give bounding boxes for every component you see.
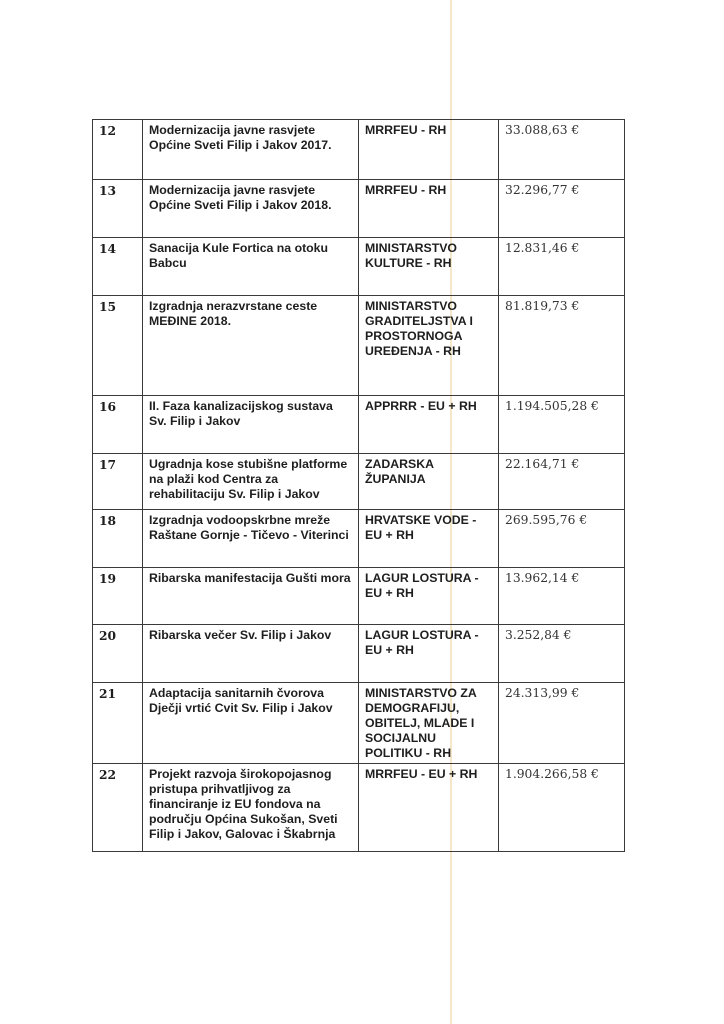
project-name: Projekt razvoja širokopojasnog pristupa prihvatljivog za financiranje iz EU fondova na području Općina Sukošan, Sveti Filip i Jakov, Galovac i Škabrnja	[143, 764, 359, 852]
project-amount: 12.831,46 €	[499, 238, 625, 296]
table-row	[93, 396, 625, 454]
funding-source: MINISTARSTVO GRADITELJSTVA I PROSTORNOGA UREĐENJA - RH	[359, 296, 499, 396]
table-row	[93, 625, 625, 683]
project-name: Ugradnja kose stubišne platforme na plaži kod Centra za rehabilitaciju Sv. Filip i Jakov	[143, 454, 359, 510]
row-number: 19	[93, 568, 143, 625]
project-amount: 24.313,99 €	[499, 683, 625, 764]
row-number: 12	[93, 120, 143, 180]
funding-source: MINISTARSTVO ZA DEMOGRAFIJU, OBITELJ, MLADE I SOCIJALNU POLITIKU - RH	[359, 683, 499, 764]
row-number: 20	[93, 625, 143, 683]
row-number: 14	[93, 238, 143, 296]
row-number: 13	[93, 180, 143, 238]
project-amount: 32.296,77 €	[499, 180, 625, 238]
funding-source: MINISTARSTVO KULTURE - RH	[359, 238, 499, 296]
funding-source: LAGUR LOSTURA - EU + RH	[359, 568, 499, 625]
funding-source: MRRFEU - RH	[359, 180, 499, 238]
project-name: Adaptacija sanitarnih čvorova Dječji vrtić Cvit Sv. Filip i Jakov	[143, 683, 359, 764]
table-row	[93, 180, 625, 238]
funding-source: LAGUR LOSTURA - EU + RH	[359, 625, 499, 683]
funding-source: APPRRR - EU + RH	[359, 396, 499, 454]
funding-source: MRRFEU - RH	[359, 120, 499, 180]
project-amount: 1.904.266,58 €	[499, 764, 625, 852]
row-number: 17	[93, 454, 143, 510]
table-row	[93, 238, 625, 296]
table-row	[93, 296, 625, 396]
project-name: Modernizacija javne rasvjete Općine Sveti Filip i Jakov 2017.	[143, 120, 359, 180]
row-number: 16	[93, 396, 143, 454]
project-amount: 269.595,76 €	[499, 510, 625, 568]
project-name: Modernizacija javne rasvjete Općine Sveti Filip i Jakov 2018.	[143, 180, 359, 238]
table-row	[93, 568, 625, 625]
project-amount: 33.088,63 €	[499, 120, 625, 180]
row-number: 22	[93, 764, 143, 852]
project-name: Sanacija Kule Fortica na otoku Babcu	[143, 238, 359, 296]
funding-source: MRRFEU - EU + RH	[359, 764, 499, 852]
project-name: Ribarska manifestacija Gušti mora	[143, 568, 359, 625]
row-number: 15	[93, 296, 143, 396]
project-name: II. Faza kanalizacijskog sustava Sv. Filip i Jakov	[143, 396, 359, 454]
project-name: Ribarska večer Sv. Filip i Jakov	[143, 625, 359, 683]
project-amount: 81.819,73 €	[499, 296, 625, 396]
project-amount: 3.252,84 €	[499, 625, 625, 683]
table-row	[93, 120, 625, 180]
projects-table	[92, 119, 625, 852]
table-row	[93, 454, 625, 510]
table-row	[93, 510, 625, 568]
row-number: 18	[93, 510, 143, 568]
project-amount: 13.962,14 €	[499, 568, 625, 625]
funding-source: ZADARSKA ŽUPANIJA	[359, 454, 499, 510]
table-row	[93, 764, 625, 852]
row-number: 21	[93, 683, 143, 764]
project-name: Izgradnja vodoopskrbne mreže Raštane Gornje - Tičevo - Viterinci	[143, 510, 359, 568]
funding-source: HRVATSKE VODE - EU + RH	[359, 510, 499, 568]
project-name: Izgradnja nerazvrstane ceste MEĐINE 2018.	[143, 296, 359, 396]
table-row	[93, 683, 625, 764]
project-amount: 22.164,71 €	[499, 454, 625, 510]
project-amount: 1.194.505,28 €	[499, 396, 625, 454]
